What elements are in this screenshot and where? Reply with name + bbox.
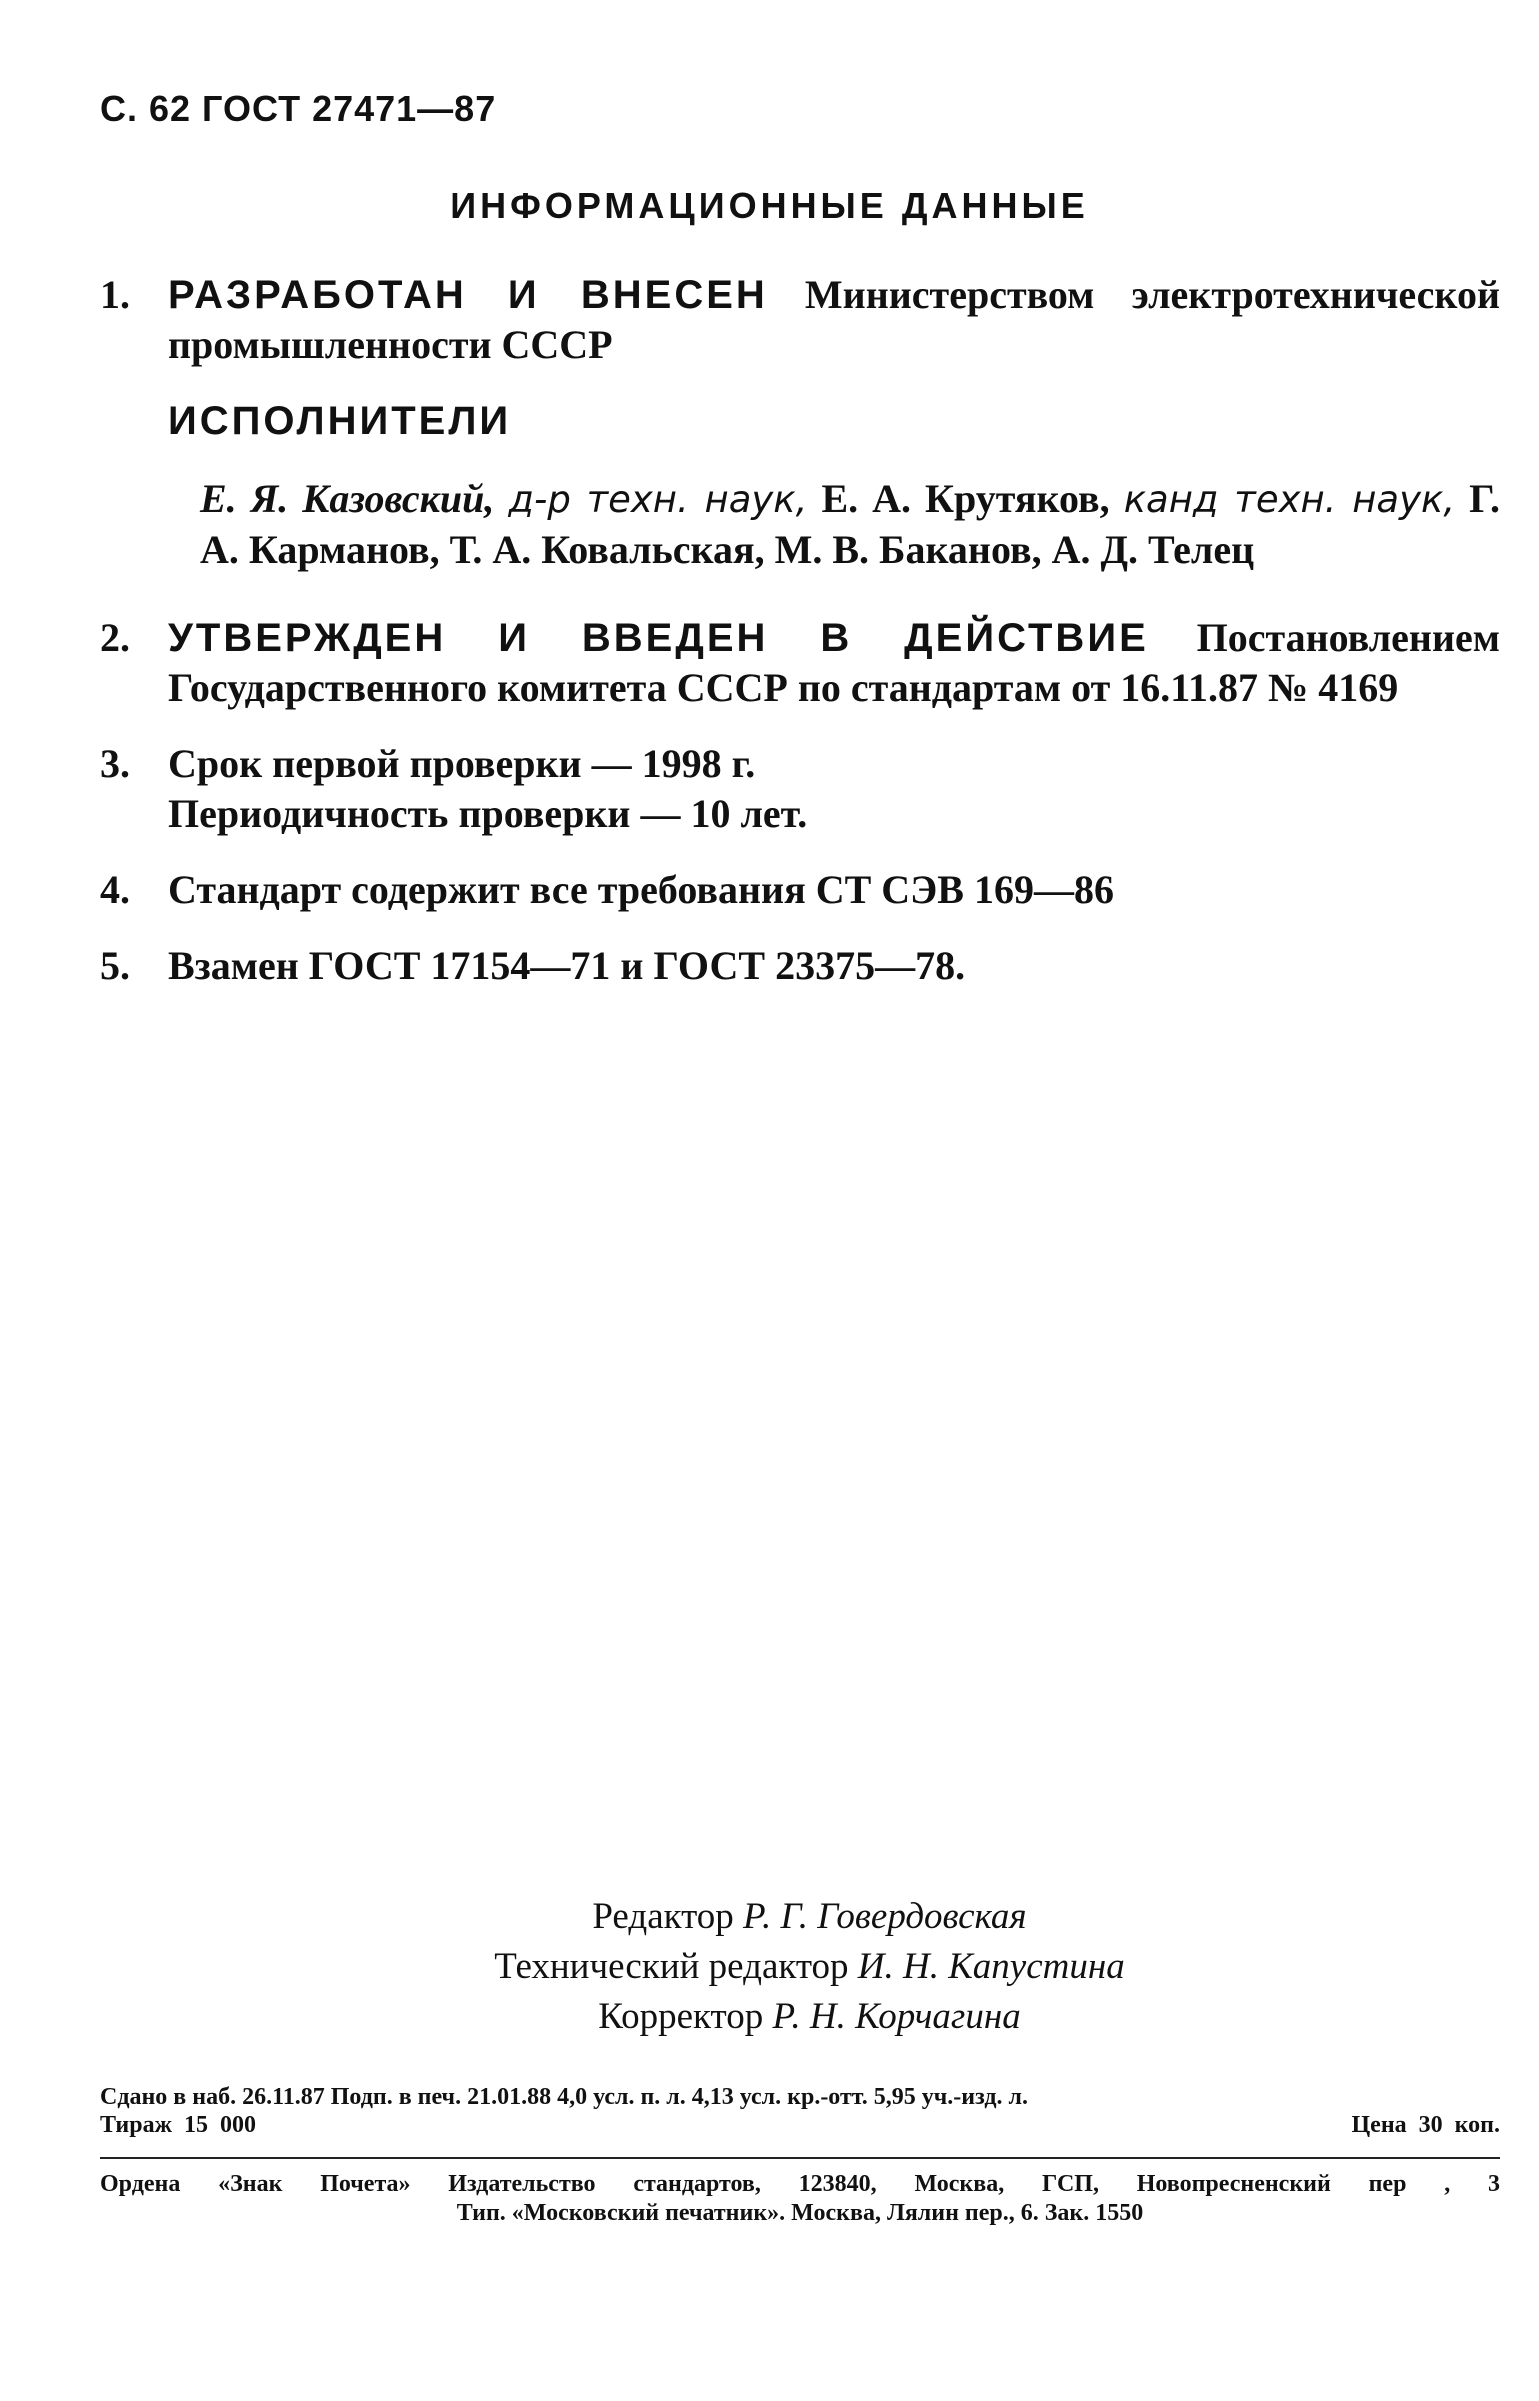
item-text: Стандарт содержит все требования СТ СЭВ 169—86 [168,867,1114,912]
item-body [168,865,1500,915]
tech-editor-name: И. Н. Капустина [857,1946,1125,1987]
corrector-line [80,1992,1539,2042]
executors-list [100,474,1500,575]
tech-editor-line [80,1942,1539,1992]
editor-name: Р. Г. Говердовская [743,1896,1027,1937]
item-text: Взамен ГОСТ 17154—71 и ГОСТ 23375—78. [168,943,966,988]
publisher-block [100,2170,1500,2228]
info-item-5 [100,941,1500,991]
info-item-3 [100,739,1500,839]
publisher-line: Ордена «Знак Почета» Издательство стандартов, 123840, Москва, ГСП, Новопресненский пер , 3 [100,2171,1500,2197]
item-number: 1. [100,272,130,317]
item-number: 4. [100,867,130,912]
page-header: С. 62 ГОСТ 27471—87 [100,88,497,129]
editor-line [80,1892,1539,1942]
editorial-credits [0,1892,1539,2042]
author-name: А. Д. Телец [1051,527,1255,572]
author-name: Г. А. Карманов, [200,476,1501,572]
corrector-label: Корректор [598,1996,764,2037]
item-body [168,270,1500,370]
tech-editor-label: Технический редактор [494,1946,849,1987]
author-degree: канд техн. наук, [1123,478,1456,521]
info-item-2 [100,613,1500,713]
executors-heading: ИСПОЛНИТЕЛИ [168,399,512,443]
item-number: 2. [100,615,130,660]
imprint-row [100,2111,1500,2139]
author-name: Е. Я. Казовский, [200,476,495,521]
item-body [168,739,1500,839]
price: Цена 30 коп. [1351,2112,1500,2138]
item-caps: УТВЕРЖДЕН И ВВЕДЕН В ДЕЙСТВИЕ [168,616,1149,660]
imprint-print-dates: Сдано в наб. 26.11.87 Подп. в печ. 21.01.88 4,0 усл. п. л. 4,13 усл. кр.-отт. 5,95 уч.-изд. л. [100,2084,1028,2110]
info-items [100,270,1500,1017]
author-name: Е. А. Крутяков, [821,476,1110,521]
item-body [168,613,1500,713]
item-text: Постановлением Государственного комитета СССР по стандартам от 16.11.87 № 4169 [168,615,1501,710]
imprint-block [100,2083,1500,2139]
section-title: ИНФОРМАЦИОННЫЕ ДАННЫЕ [450,185,1089,226]
circulation: Тираж 15 000 [100,2112,256,2138]
divider [100,2157,1500,2159]
item-text-secondary: Периодичность проверки — 10 лет. [168,791,808,836]
item-number: 5. [100,943,130,988]
author-degree: д-р техн. наук, [508,478,808,521]
author-name: Т. А. Ковальская, [449,527,765,572]
item-caps: РАЗРАБОТАН И ВНЕСЕН [168,273,768,317]
editor-label: Редактор [592,1896,734,1937]
info-item-4 [100,865,1500,915]
author-name: М. В. Баканов, [774,527,1042,572]
item-text: Министерством электротехнической промышленности СССР [168,272,1500,367]
printer-line: Тип. «Московский печатник». Москва, Лялин пер., 6. Зак. 1550 [456,2200,1144,2226]
info-item-1 [100,270,1500,370]
item-number: 3. [100,741,130,786]
item-text: Срок первой проверки — 1998 г. [168,741,756,786]
item-body [168,941,1500,991]
corrector-name: Р. Н. Корчагина [772,1996,1021,2037]
